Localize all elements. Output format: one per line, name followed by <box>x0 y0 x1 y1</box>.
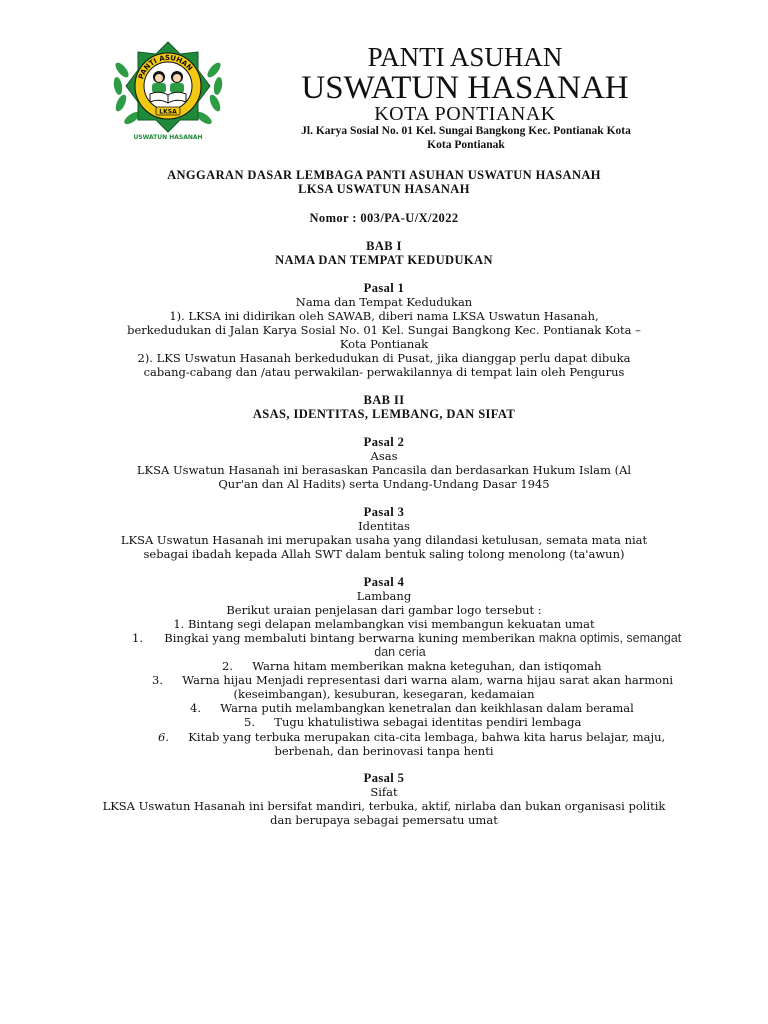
document-number: Nomor : 003/PA-U/X/2022 <box>309 211 459 225</box>
pasal4-item-3-cont: (keseimbangan), kesuburan, kesegaran, kedamaian <box>233 687 535 701</box>
pasal4-item-2 <box>222 659 682 674</box>
header-city: KOTA PONTIANAK <box>374 103 556 125</box>
pasal4-item-1 <box>132 631 692 646</box>
item2-text: Warna hitam memberikan makna keteguhan, dan istiqomah <box>252 659 602 673</box>
pasal4-item-5 <box>244 715 684 730</box>
pasal4-item-3 <box>152 673 692 688</box>
pasal4-item-1-cont: dan ceria <box>374 645 426 659</box>
header-address <box>256 124 676 152</box>
item3-number: 3. <box>152 673 163 687</box>
address-line1: Jl. Karya Sosial No. 01 Kel. Sungai Bangkong Kec. Pontianak Kota <box>301 125 631 137</box>
pasal4-item-0: 1. Bintang segi delapan melambangkan visi membangun kekuatan umat <box>173 617 595 631</box>
pasal3-title: Pasal 3 <box>363 505 405 519</box>
pasal5-title: Pasal 5 <box>363 771 405 785</box>
item1-tail: makna optimis, semangat <box>538 631 682 645</box>
pasal2-line2: Qur'an dan Al Hadits) serta Undang-Undang Dasar 1945 <box>218 477 550 491</box>
pasal1-subtitle: Nama dan Tempat Kedudukan <box>295 295 473 309</box>
header-line1: PANTI ASUHAN <box>367 42 563 72</box>
item4-text: Warna putih melambangkan kenetralan dan keikhlasan dalam beramal <box>220 701 634 715</box>
item6-number: 6. <box>158 730 169 744</box>
item3-text: Warna hijau Menjadi representasi dari warna alam, warna hijau sarat akan harmoni <box>182 673 674 687</box>
item1-text: Bingkai yang membaluti bintang berwarna kuning memberikan <box>164 631 536 645</box>
organization-logo <box>112 40 224 136</box>
logo-caption: USWATUN HASANAH <box>133 134 203 141</box>
pasal4-item-6 <box>158 730 698 745</box>
pasal1-line1: 1). LKSA ini didirikan oleh SAWAB, diberi nama LKSA Uswatun Hasanah, <box>169 309 599 323</box>
logo-emblem-icon <box>112 40 224 136</box>
item1-number: 1. <box>132 631 143 645</box>
bab2-subtitle: ASAS, IDENTITAS, LEMBANG, DAN SIFAT <box>252 407 516 421</box>
pasal4-intro: Berikut uraian penjelasan dari gambar logo tersebut : <box>226 603 542 617</box>
item6-text: Kitab yang terbuka merupakan cita-cita lembaga, bahwa kita harus belajar, maju, <box>188 730 666 744</box>
pasal4-subtitle: Lambang <box>356 589 412 603</box>
pasal1-line4: 2). LKS Uswatun Hasanah berkedudukan di Pusat, jika dianggap perlu dapat dibuka <box>137 351 631 365</box>
pasal4-title: Pasal 4 <box>363 575 405 589</box>
pasal3-subtitle: Identitas <box>358 519 410 533</box>
pasal3-line2: sebagai ibadah kepada Allah SWT dalam bentuk saling tolong menolong (ta'awun) <box>143 547 625 561</box>
pasal2-subtitle: Asas <box>370 449 398 463</box>
bab1-title: BAB I <box>366 239 402 253</box>
bab2-title: BAB II <box>363 393 405 407</box>
pasal2-title: Pasal 2 <box>363 435 405 449</box>
pasal5-subtitle: Sifat <box>370 785 398 799</box>
pasal4-item-4 <box>190 701 690 716</box>
address-line2: Kota Pontianak <box>427 139 505 151</box>
svg-text:PANTI ASUHAN: PANTI ASUHAN <box>137 53 194 81</box>
document-title-2: LKSA USWATUN HASANAH <box>298 182 470 196</box>
item4-number: 4. <box>190 701 201 715</box>
item2-number: 2. <box>222 659 233 673</box>
bab1-subtitle: NAMA DAN TEMPAT KEDUDUKAN <box>275 253 493 267</box>
pasal1-line5: cabang-cabang dan /atau perwakilan- perwakilannya di tempat lain oleh Pengurus <box>143 365 625 379</box>
pasal3-line1: LKSA Uswatun Hasanah ini merupakan usaha yang dilandasi ketulusan, semata mata niat <box>120 533 648 547</box>
pasal4-item-6-cont: berbenah, dan berinovasi tanpa henti <box>274 744 494 758</box>
svg-text:LKSA: LKSA <box>159 108 177 116</box>
document-title-1: ANGGARAN DASAR LEMBAGA PANTI ASUHAN USWATUN HASANAH <box>167 168 601 182</box>
pasal1-line2: berkedudukan di Jalan Karya Sosial No. 01 Kel. Sungai Bangkong Kec. Pontianak Kota – <box>127 323 641 337</box>
item5-text: Tugu khatulistiwa sebagai identitas pendiri lembaga <box>274 715 582 729</box>
pasal5-line1: LKSA Uswatun Hasanah ini bersifat mandiri, terbuka, aktif, nirlaba dan bukan organisasi politik <box>102 799 666 813</box>
pasal2-line1: LKSA Uswatun Hasanah ini berasaskan Pancasila dan berdasarkan Hukum Islam (Al <box>136 463 632 477</box>
item5-number: 5. <box>244 715 255 729</box>
pasal5-line2: dan berupaya sebagai pemersatu umat <box>270 813 498 827</box>
pasal1-line3: Kota Pontianak <box>339 337 429 351</box>
header-organization-name: USWATUN HASANAH <box>301 70 629 106</box>
pasal1-title: Pasal 1 <box>363 281 405 295</box>
